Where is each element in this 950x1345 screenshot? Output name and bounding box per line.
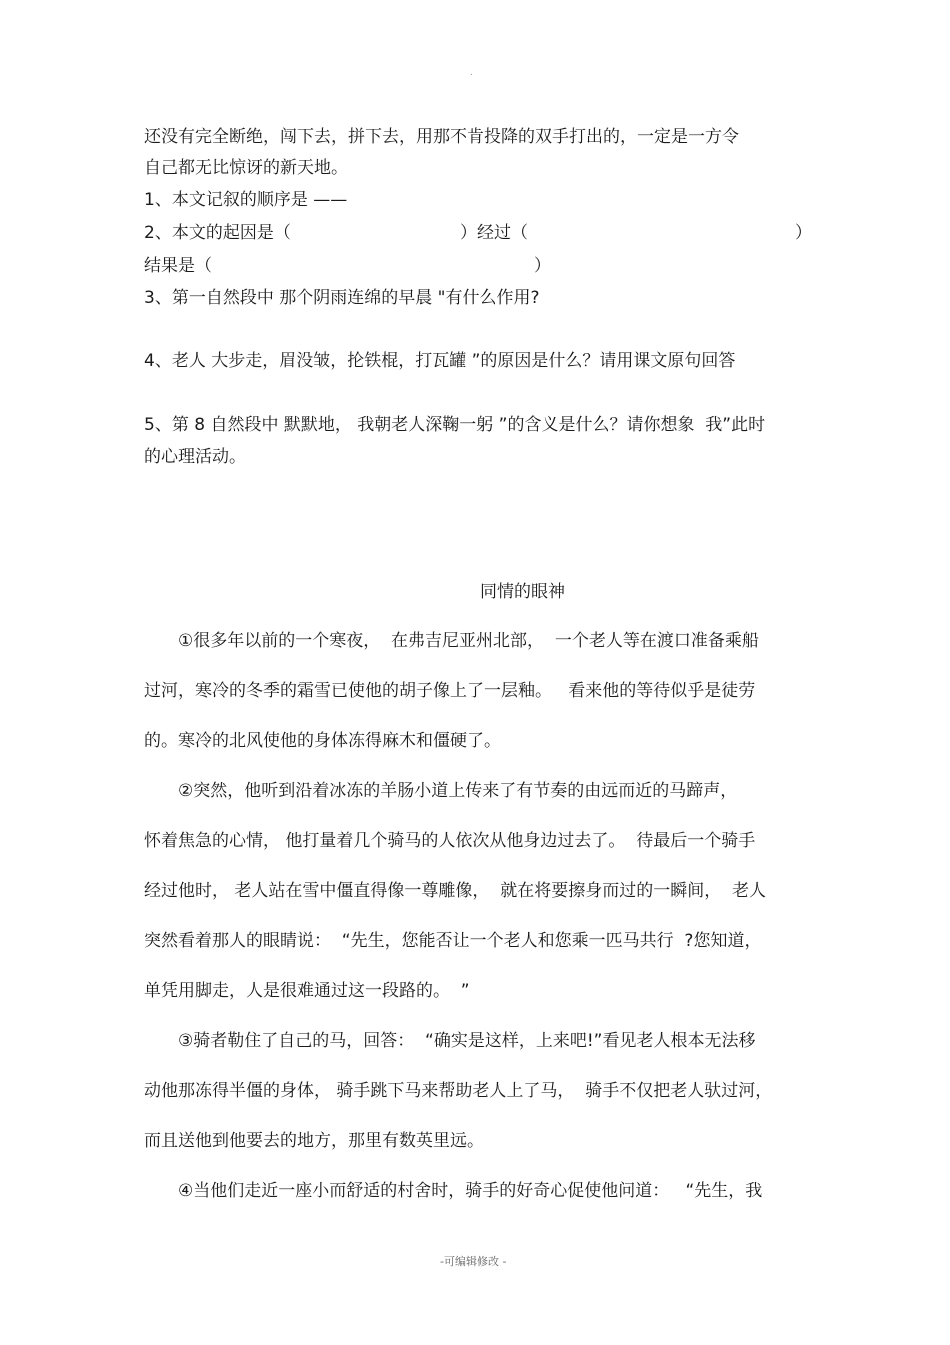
- paragraph-line: 经过他时， 老人站在雪中僵直得像一尊雕像， 就在将要擦身而过的一瞬间， 老人: [144, 881, 767, 901]
- question-2-end: ）: [795, 223, 812, 243]
- paragraph-line: 突然看着那人的眼睛说： “先生，您能否让一个老人和您乘一匹马共行 ?您知道，: [144, 931, 762, 951]
- question-5: 5、第 8 自然段中 默默地， 我朝老人深鞠一躬 ”的含义是什么？请你想象 我”此时: [144, 415, 766, 435]
- question-4: 4、老人 大步走，眉没皱，抡铁棍，打瓦罐 ”的原因是什么？请用课文原句回答: [144, 351, 736, 371]
- paragraph-line: 动他那冻得半僵的身体， 骑手跳下马来帮助老人上了马， 骑手不仅把老人驮过河，: [144, 1081, 773, 1101]
- paragraph-line: 的。寒冷的北风使他的身体冻得麻木和僵硬了。: [144, 731, 501, 751]
- footer-text: -可编辑修改 -: [440, 1255, 507, 1268]
- question-3: 3、第一自然段中 那个阴雨连绵的早晨 "有什么作用?: [144, 288, 540, 308]
- question-2-mid: ）经过（: [460, 223, 528, 243]
- question-2-result: 结果是（: [144, 256, 212, 276]
- paragraph-line: ③骑者勒住了自己的马，回答： “确实是这样，上来吧!”看见老人根本无法移: [178, 1031, 756, 1051]
- paragraph-line: 过河，寒冷的冬季的霜雪已使他的胡子像上了一层釉。 看来他的等待似乎是徒劳: [144, 681, 756, 701]
- text-line: 还没有完全断绝，闯下去，拼下去，用那不肯投降的双手打出的，一定是一方令: [144, 127, 739, 147]
- article-title: 同情的眼神: [480, 582, 565, 602]
- question-5-cont: 的心理活动。: [144, 447, 246, 467]
- question-1: 1、本文记叙的顺序是 ——: [144, 190, 348, 210]
- paragraph-line: 怀着焦急的心情， 他打量着几个骑马的人依次从他身边过去了。 待最后一个骑手: [144, 831, 756, 851]
- text-line: 自己都无比惊讶的新天地。: [144, 158, 348, 178]
- question-2-result-end: ）: [534, 256, 551, 276]
- paragraph-line: 单凭用脚走，人是很难通过这一段路的。 ”: [144, 981, 470, 1001]
- paragraph-line: ②突然，他听到沿着冰冻的羊肠小道上传来了有节奏的由远而近的马蹄声，: [178, 781, 738, 801]
- question-2-start: 2、本文的起因是（: [144, 223, 291, 243]
- paragraph-line: ④当他们走近一座小而舒适的村舍时，骑手的好奇心促使他问道： “先生，我: [178, 1181, 763, 1201]
- paragraph-line: 而且送他到他要去的地方，那里有数英里远。: [144, 1131, 484, 1151]
- paragraph-line: ①很多年以前的一个寒夜， 在弗吉尼亚州北部， 一个老人等在渡口准备乘船: [178, 631, 759, 651]
- header-mark: .: [470, 68, 473, 78]
